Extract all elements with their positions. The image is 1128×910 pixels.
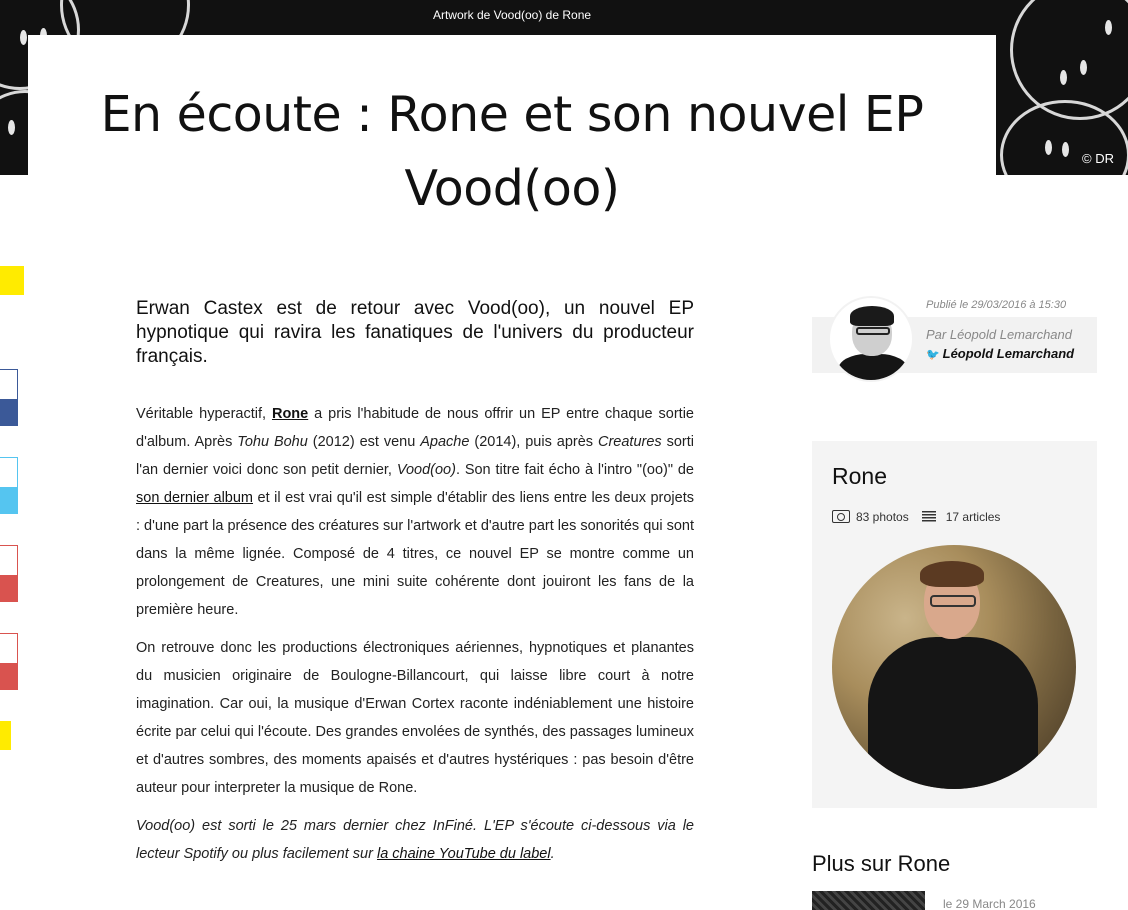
twitter-share-button[interactable] bbox=[0, 457, 18, 514]
link-rone[interactable]: Rone bbox=[271, 406, 309, 422]
accent-bar bbox=[0, 266, 24, 295]
paragraph-1 bbox=[136, 400, 694, 624]
camera-icon bbox=[832, 510, 850, 523]
link-last-album[interactable]: son dernier album bbox=[136, 490, 254, 506]
list-icon bbox=[922, 511, 936, 522]
photos-count[interactable]: 83 photos bbox=[856, 509, 909, 524]
text: (2014), puis après bbox=[469, 434, 598, 450]
facebook-share-button[interactable] bbox=[0, 369, 18, 426]
text: Creatures bbox=[597, 434, 662, 450]
text: Vood(oo) bbox=[396, 462, 456, 478]
articles-count[interactable]: 17 articles bbox=[945, 509, 1001, 524]
link-youtube-label[interactable]: la chaine YouTube du label bbox=[376, 846, 551, 862]
text: . Son titre fait écho à l'intro "(oo)" de bbox=[455, 462, 694, 478]
text: Véritable hyperactif, bbox=[136, 406, 272, 422]
related-title: Plus sur Rone bbox=[812, 851, 951, 876]
artist-photo[interactable] bbox=[832, 545, 1076, 789]
share-button-3[interactable] bbox=[0, 545, 18, 602]
article-body bbox=[136, 400, 694, 878]
twitter-icon: 🐦 bbox=[926, 349, 940, 361]
text: et il est vrai qu'il est simple d'établir des liens entre les deux projets : d'une part la présence des créatures sur l'artwork et d'autre part les sonorités qui sont dans la même lignée. Composé de 4 titres, ce nouvel EP se montre comme un prolongement de Creatures, une mini suite cohérente dont jouiront les fans de la première heure. bbox=[136, 490, 694, 618]
paragraph-2: On retrouve donc les productions électroniques aériennes, hypnotiques et planantes du musicien originaire de Boulogne-Billancourt, qui laisse libre court à notre imagination. Car oui, la musique d'Erwan Cortex raconte indéniablement une histoire écrite par celui qui l'écoute. Des grandes envolées de synthés, des passages lumineux et d'autres sombres, des moments apaisés et d'autres hystériques : pas besoin d'être auteur pour interpreter la musique de Rone. bbox=[136, 640, 694, 796]
text: Apache bbox=[420, 434, 470, 450]
hero-credit: © DR bbox=[1082, 151, 1114, 166]
related-date: le 29 March 2016 bbox=[943, 897, 1036, 910]
text: sorti l'an dernier voici donc son petit dernier, bbox=[136, 434, 694, 478]
related-thumbnail[interactable] bbox=[812, 891, 925, 910]
author-avatar[interactable] bbox=[828, 296, 914, 382]
accent-bar-small bbox=[0, 721, 11, 750]
paragraph-3 bbox=[136, 812, 694, 868]
share-button-4[interactable] bbox=[0, 633, 18, 690]
article-title: En écoute : Rone et son nouvel EP Vood(oo) bbox=[100, 86, 924, 217]
author-twitter-link[interactable] bbox=[926, 346, 1074, 361]
text: Vood(oo) est sorti le 25 mars dernier chez InFiné. L'EP s'écoute ci-dessous via le lecteur Spotify ou plus facilement sur bbox=[136, 818, 694, 862]
text: (2012) est venu bbox=[307, 434, 421, 450]
text: a pris l'habitude de nous offrir un EP entre chaque sortie d'album. Après bbox=[136, 406, 694, 450]
text: . bbox=[550, 846, 555, 862]
text: Tohu Bohu bbox=[237, 434, 308, 450]
artist-stats bbox=[832, 509, 1000, 524]
article-lead: Erwan Castex est de retour avec Vood(oo), un nouvel EP hypnotique qui ravira les fanatiques de l'univers du producteur français. bbox=[136, 298, 694, 367]
hero-caption: Artwork de Vood(oo) de Rone bbox=[432, 8, 592, 22]
publish-date: Publié le 29/03/2016 à 15:30 bbox=[926, 299, 1067, 311]
artist-name[interactable]: Rone bbox=[832, 463, 887, 489]
author-twitter-name: Léopold Lemarchand bbox=[942, 346, 1075, 361]
author-byline: Par Léopold Lemarchand bbox=[926, 327, 1072, 342]
title-card bbox=[28, 35, 996, 245]
